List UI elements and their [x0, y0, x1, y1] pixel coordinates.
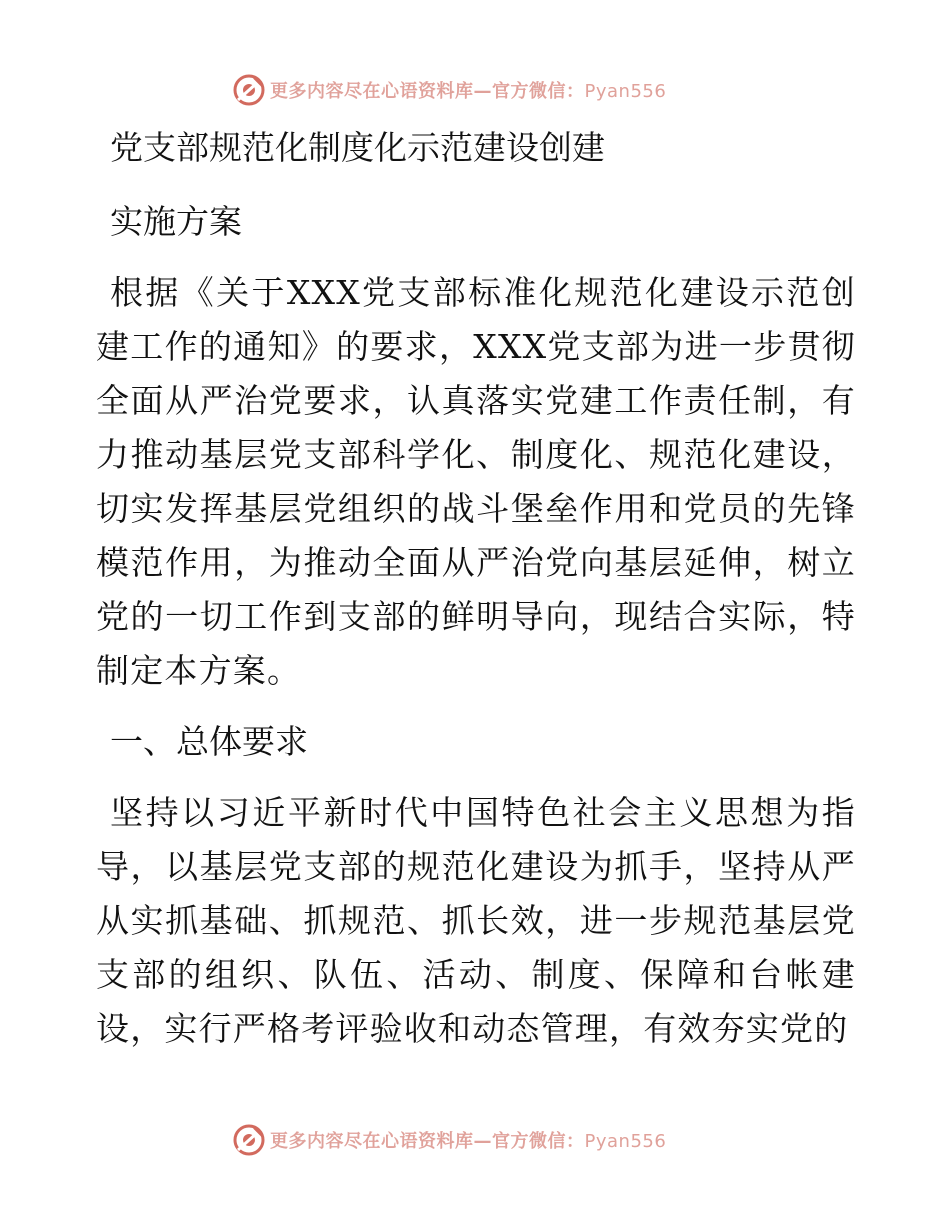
red-stamp-logo-icon [232, 1123, 266, 1157]
document-title-line-2: 实施方案 [110, 202, 242, 241]
watermark-handle: Pyan556 [584, 81, 667, 102]
red-stamp-logo-icon [232, 73, 266, 107]
watermark-text: 更多内容尽在心语资料库—官方微信：Pyan556 [270, 81, 667, 102]
section-1-paragraph: 坚持以习近平新时代中国特色社会主义思想为指导，以基层党支部的规范化建设为抓手，坚持从严从实抓基础、抓规范、抓长效，进一步规范基层党支部的组织、队伍、活动、制度、保障和台帐建设，实行严格考评验收和动态管理，有效夯实党的 [96, 793, 856, 1048]
watermark-handle: Pyan556 [584, 1131, 667, 1152]
document-title-line-1: 党支部规范化制度化示范建设创建 [110, 128, 605, 167]
watermark-banner-top [232, 72, 666, 108]
intro-paragraph: 根据《关于XXX党支部标准化规范化建设示范创建工作的通知》的要求，XXX党支部为进一步贯彻全面从严治党要求，认真落实党建工作责任制，有力推动基层党支部科学化、制度化、规范化建设，切实发挥基层党组织的战斗堡垒作用和党员的先锋模范作用，为推动全面从严治党向基层延伸，树立党的一切工作到支部的鲜明导向，现结合实际，特制定本方案。 [96, 273, 856, 690]
document-body [96, 118, 856, 1056]
watermark-banner-bottom [232, 1122, 666, 1158]
section-1-heading: 一、总体要求 [110, 722, 308, 761]
watermark-text: 更多内容尽在心语资料库—官方微信：Pyan556 [270, 1131, 667, 1152]
